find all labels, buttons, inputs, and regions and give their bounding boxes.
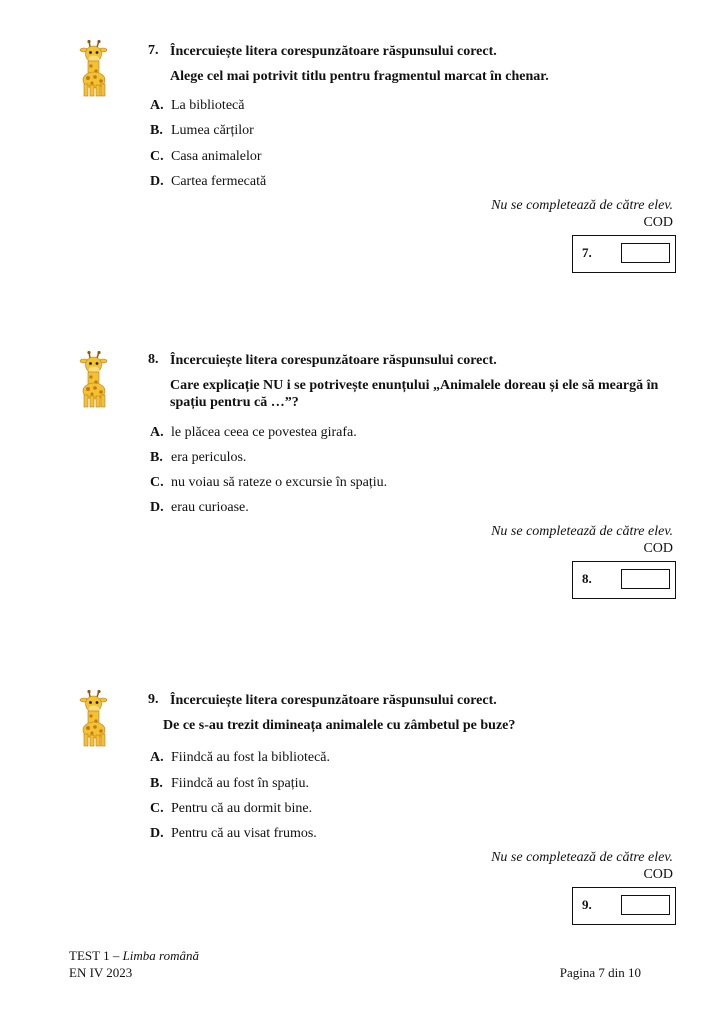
- option-letter: B.: [150, 776, 163, 791]
- score-box: [572, 561, 676, 599]
- option-a[interactable]: [150, 749, 330, 766]
- footer-exam: EN IV 2023: [69, 965, 133, 980]
- option-letter: C.: [150, 475, 164, 490]
- option-text: le plăcea ceea ce povestea girafa.: [171, 425, 357, 440]
- score-label: 7.: [582, 245, 592, 260]
- option-text: Casa animalelor: [171, 149, 262, 164]
- option-text: erau curioase.: [171, 500, 249, 515]
- giraffe-icon: [76, 690, 110, 748]
- score-field[interactable]: [621, 243, 670, 263]
- footer-test-line: [69, 948, 199, 964]
- option-d[interactable]: [150, 173, 266, 190]
- question-text: De ce s-au trezit dimineața animalele cu zâmbetul pe buze?: [163, 718, 516, 733]
- option-text: Cartea fermecată: [171, 174, 267, 189]
- teacher-note: Nu se completează de către elev.: [491, 198, 673, 213]
- option-letter: A.: [150, 750, 164, 765]
- option-c[interactable]: [150, 148, 262, 165]
- question-instruction: Încercuiește litera corespunzătoare răspunsului corect.: [170, 353, 497, 368]
- option-letter: B.: [150, 450, 163, 465]
- option-letter: D.: [150, 826, 164, 841]
- option-letter: A.: [150, 425, 164, 440]
- score-field[interactable]: [621, 569, 670, 589]
- question-text: Alege cel mai potrivit titlu pentru fragmentul marcat în chenar.: [170, 69, 549, 84]
- question-instruction: Încercuiește litera corespunzătoare răspunsului corect.: [170, 693, 497, 708]
- teacher-note: Nu se completează de către elev.: [491, 850, 673, 865]
- option-text: La bibliotecă: [171, 98, 245, 113]
- option-a[interactable]: [150, 424, 357, 441]
- cod-label: COD: [643, 541, 673, 556]
- footer-subject: Limba română: [122, 948, 200, 963]
- option-letter: D.: [150, 500, 164, 515]
- option-letter: C.: [150, 149, 164, 164]
- giraffe-icon: [76, 40, 110, 98]
- option-text: era periculos.: [171, 450, 247, 465]
- option-text: Fiindcă au fost în spațiu.: [171, 776, 310, 791]
- score-box: [572, 235, 676, 273]
- score-box: [572, 887, 676, 925]
- cod-label: COD: [643, 215, 673, 230]
- question-number: 9.: [148, 692, 159, 707]
- score-field[interactable]: [621, 895, 670, 915]
- option-c[interactable]: [150, 800, 312, 817]
- option-b[interactable]: [150, 775, 309, 792]
- cod-label: COD: [643, 867, 673, 882]
- option-letter: B.: [150, 123, 163, 138]
- question-text: Care explicație NU i se potrivește enunțului „Animalele doreau și ele să meargă în spațiu pentru că …”?: [170, 378, 659, 410]
- option-text: Fiindcă au fost la bibliotecă.: [171, 750, 331, 765]
- option-d[interactable]: [150, 499, 249, 516]
- footer-test: TEST 1 –: [69, 948, 120, 963]
- question-number: 7.: [148, 43, 159, 58]
- option-letter: A.: [150, 98, 164, 113]
- option-a[interactable]: [150, 97, 244, 114]
- question-instruction: Încercuiește litera corespunzătoare răspunsului corect.: [170, 44, 497, 59]
- option-c[interactable]: [150, 474, 387, 491]
- giraffe-icon: [76, 351, 110, 409]
- score-label: 9.: [582, 897, 592, 912]
- option-text: nu voiau să rateze o excursie în spațiu.: [171, 475, 388, 490]
- option-letter: C.: [150, 801, 164, 816]
- option-d[interactable]: [150, 825, 317, 842]
- teacher-note: Nu se completează de către elev.: [491, 524, 673, 539]
- question-number: 8.: [148, 352, 159, 367]
- score-label: 8.: [582, 571, 592, 586]
- option-b[interactable]: [150, 122, 254, 139]
- footer-page: Pagina 7 din 10: [559, 965, 641, 980]
- option-b[interactable]: [150, 449, 246, 466]
- option-letter: D.: [150, 174, 164, 189]
- option-text: Pentru că au visat frumos.: [171, 826, 317, 841]
- option-text: Lumea cărților: [171, 123, 254, 138]
- option-text: Pentru că au dormit bine.: [171, 801, 313, 816]
